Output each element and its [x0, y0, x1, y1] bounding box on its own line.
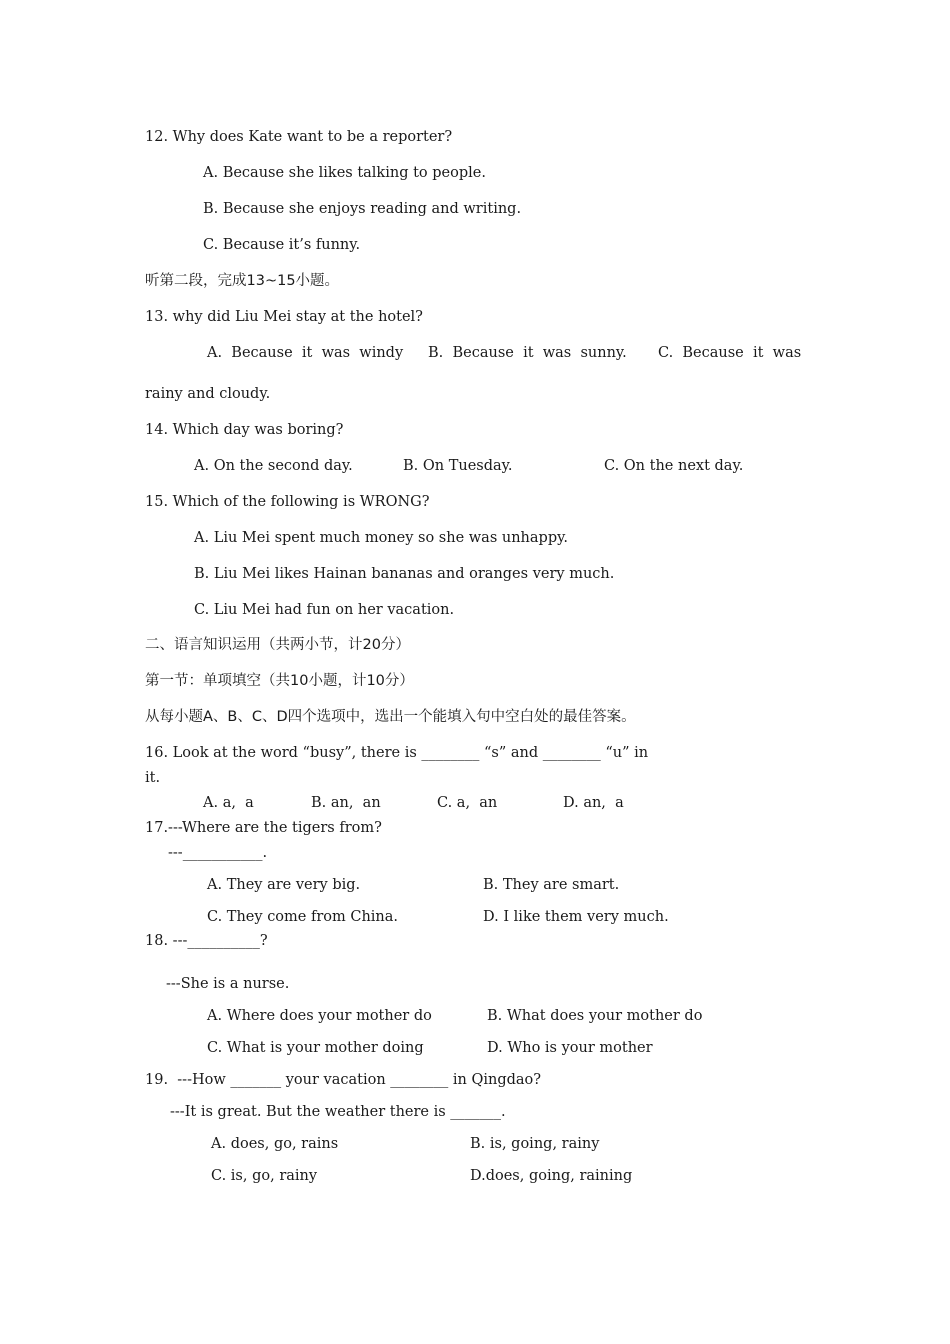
instruction: 从每小题A、B、C、D四个选项中，选出一个能填入句中空白处的最佳答案。 [145, 709, 636, 725]
q14-option-a: A. On the second day. [194, 458, 353, 474]
q13-option-b: B. Because it was sunny. [428, 345, 627, 361]
q19-option-a: A. does, go, rains [211, 1136, 339, 1152]
q12-option-b: B. Because she enjoys reading and writing. [203, 201, 522, 217]
section2-title: 二、语言知识运用（共两小节，计20分） [145, 637, 410, 653]
q14-stem: 14. Which day was boring? [145, 422, 344, 438]
q16-option-d: D. an, a [563, 795, 624, 811]
q15-option-c: C. Liu Mei had fun on her vacation. [194, 602, 455, 618]
q19-option-c: C. is, go, rainy [211, 1168, 318, 1184]
q18-option-a: A. Where does your mother do [207, 1008, 432, 1024]
q13-option-c-continued: rainy and cloudy. [145, 386, 271, 402]
q16-stem-continued: it. [145, 770, 161, 786]
q17-option-b: B. They are smart. [483, 877, 620, 893]
q13-stem: 13. why did Liu Mei stay at the hotel? [145, 309, 423, 325]
q18-option-d: D. Who is your mother [487, 1040, 653, 1056]
q16-option-c: C. a, an [437, 795, 498, 811]
q18-reply: ---She is a nurse. [166, 976, 290, 992]
q12-option-a: A. Because she likes talking to people. [203, 165, 486, 181]
q13-option-c: C. Because it was [658, 345, 802, 361]
q14-option-c: C. On the next day. [604, 458, 744, 474]
q12-option-c: C. Because it’s funny. [203, 237, 361, 253]
q18-option-b: B. What does your mother do [487, 1008, 703, 1024]
q18-option-c: C. What is your mother doing [207, 1040, 424, 1056]
q19-reply: ---It is great. But the weather there is _______. [170, 1104, 506, 1120]
q17-answer-line: ---___________. [168, 845, 268, 861]
q16-option-a: A. a, a [203, 795, 254, 811]
q17-option-a: A. They are very big. [207, 877, 361, 893]
q12-stem: 12. Why does Kate want to be a reporter? [145, 129, 453, 145]
q15-stem: 15. Which of the following is WRONG? [145, 494, 430, 510]
q17-stem: 17.---Where are the tigers from? [145, 820, 382, 836]
q14-option-b: B. On Tuesday. [403, 458, 513, 474]
q16-stem: 16. Look at the word “busy”, there is ________ “s” and ________ “u” in [145, 745, 649, 761]
q17-option-d: D. I like them very much. [483, 909, 669, 925]
q17-option-c: C. They come from China. [207, 909, 399, 925]
q15-option-b: B. Liu Mei likes Hainan bananas and oranges very much. [194, 566, 615, 582]
q19-stem: 19. ---How _______ your vacation ________ in Qingdao? [145, 1072, 542, 1088]
subsection1-title: 第一节：单项填空（共10小题，计10分） [145, 673, 414, 689]
q16-option-b: B. an, an [311, 795, 381, 811]
q18-stem: 18. ---__________? [145, 933, 268, 949]
q13-option-a: A. Because it was windy [207, 345, 404, 361]
part2-intro: 听第二段，完成13~15小题。 [145, 273, 340, 289]
q19-option-b: B. is, going, rainy [470, 1136, 600, 1152]
q19-option-d: D.does, going, raining [470, 1168, 633, 1184]
q15-option-a: A. Liu Mei spent much money so she was unhappy. [194, 530, 568, 546]
